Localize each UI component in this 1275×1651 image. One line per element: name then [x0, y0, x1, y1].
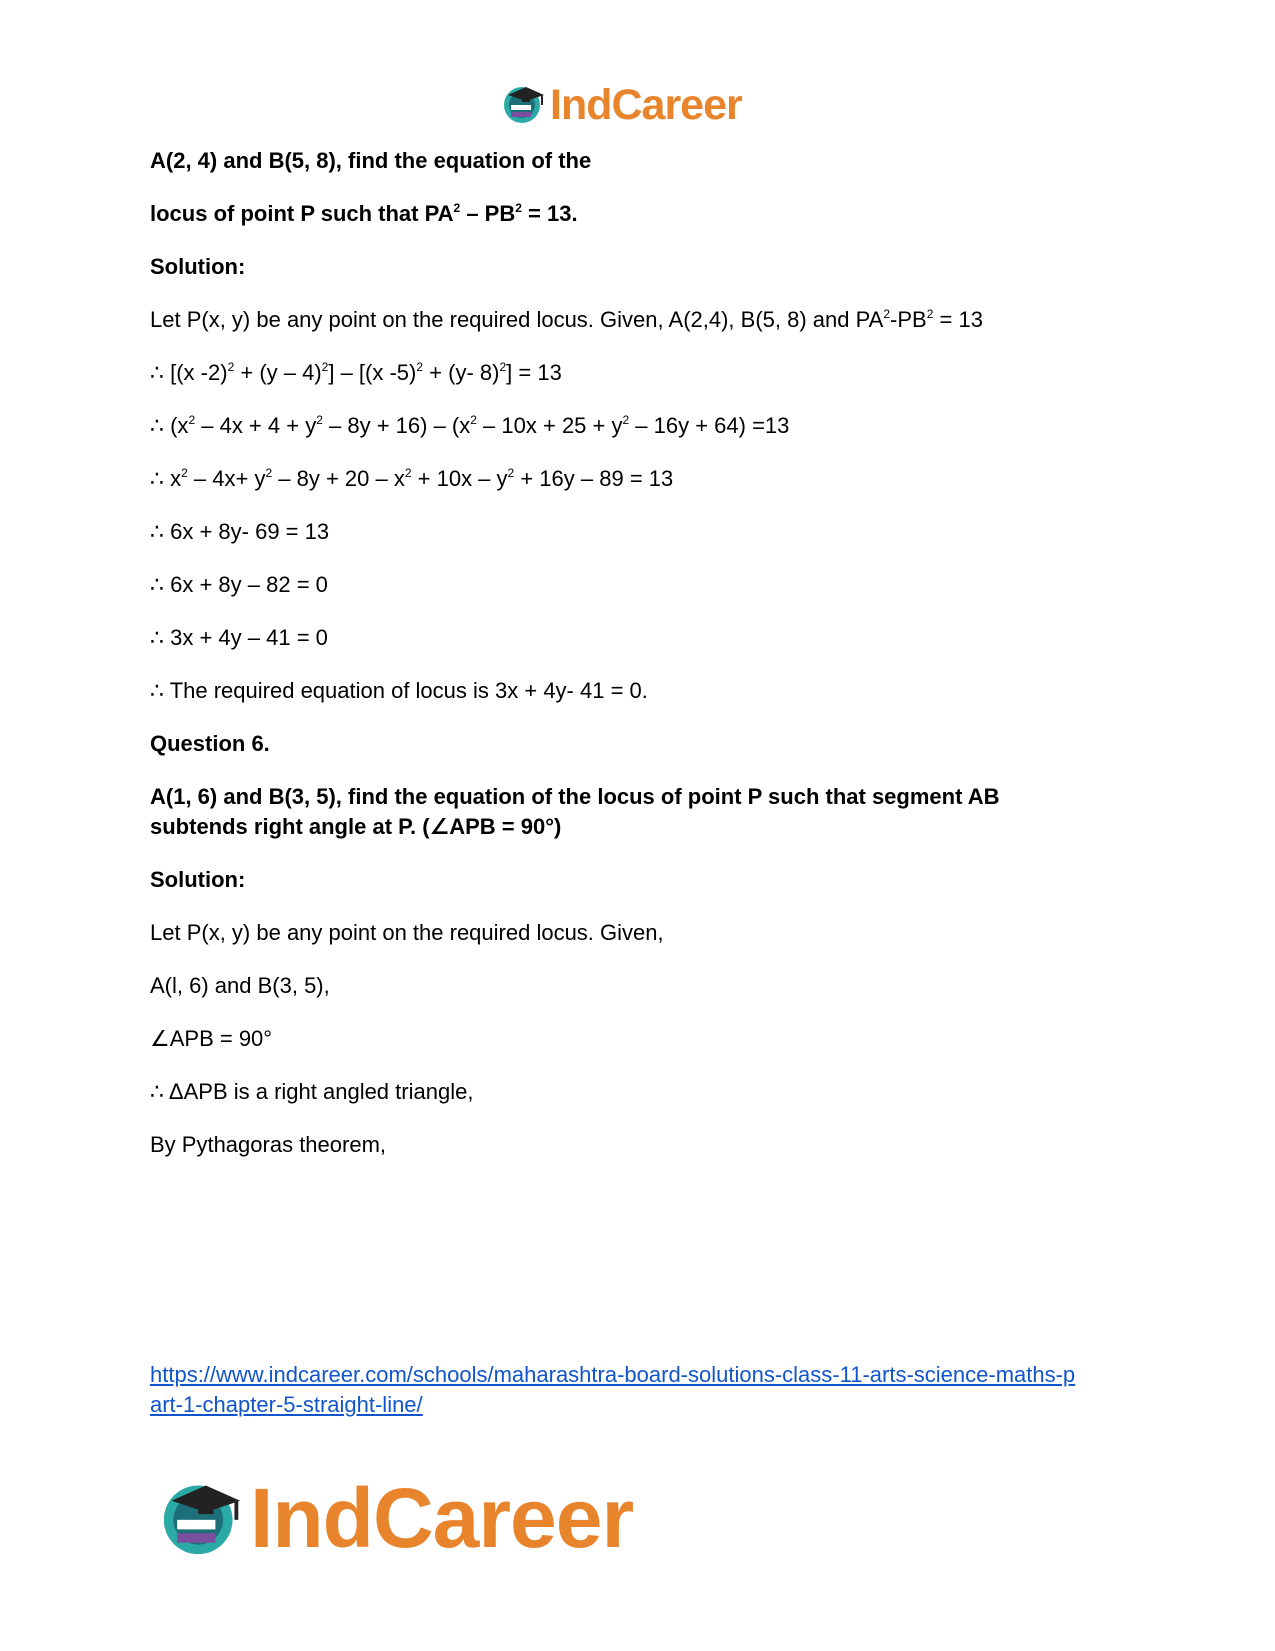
graduation-cap-globe-icon — [160, 1474, 244, 1563]
solution-step: ∴ [(x -2)$^2$ + (y – 4)$^2$] – [(x -5)$^2$ + (y- 8)$^2$] = 13 — [150, 360, 562, 385]
solution-line: ∴ ΔAPB is a right angled triangle, — [150, 1079, 474, 1104]
solution-step: ∴ $x^2 - 4x+ y^2 - 8y + 20 - x^2 + 10x - y^2 + 16y - 89 = 13$ — [150, 466, 674, 491]
solution-step: ∴ $(x^2 - 4x + 4 + y^2 - 8y + 16) - (x^2 - 10x + 25 + y^2 - 16y + 64) =13$ — [150, 413, 790, 438]
question-text-line: locus of point P such that $PA^2 - PB^2 = 13$. — [150, 201, 578, 226]
question-text-line: subtends right angle at P. (∠APB = 90°) — [150, 814, 562, 839]
solution-line: By Pythagoras theorem, — [150, 1132, 387, 1157]
header-logo — [502, 78, 742, 132]
solution-line: ∠APB = 90° — [150, 1026, 273, 1051]
source-link[interactable]: art-1-chapter-5-straight-line/ — [150, 1392, 423, 1417]
solution-step: ∴ 6x + 8y – 82 = 0 — [150, 572, 328, 597]
brand-wordmark: IndCareer — [550, 80, 742, 129]
question-text-line: A(2, 4) and B(5, 8), find the equation of the — [150, 148, 592, 173]
question-heading: Question 6. — [150, 731, 270, 756]
solution-step: ∴ 3x + 4y – 41 = 0 — [150, 625, 328, 650]
solution-conclusion: ∴ The required equation of locus is 3x + 4y- 41 = 0. — [150, 678, 648, 703]
question-text-line: A(1, 6) and B(3, 5), find the equation of the locus of point P such that segment AB — [150, 784, 1000, 809]
solution-line: Let P(x, y) be any point on the required locus. Given, — [150, 920, 664, 945]
solution-line: A(l, 6) and B(3, 5), — [150, 973, 330, 998]
graduation-cap-globe-icon — [502, 81, 546, 130]
solution-label: Solution: — [150, 254, 246, 279]
solution-line: Let P(x, y) be any point on the required locus. Given, A(2,4), B(5, 8) and $PA^2-PB^2 = 13$ — [150, 307, 983, 332]
source-link[interactable]: https://www.indcareer.com/schools/maharashtra-board-solutions-class-11-arts-science-maths-p — [150, 1362, 1076, 1387]
footer-logo — [160, 1468, 633, 1568]
solution-step: ∴ 6x + 8y- 69 = 13 — [150, 519, 330, 544]
solution-label: Solution: — [150, 867, 246, 892]
brand-wordmark: IndCareer — [250, 1470, 634, 1565]
